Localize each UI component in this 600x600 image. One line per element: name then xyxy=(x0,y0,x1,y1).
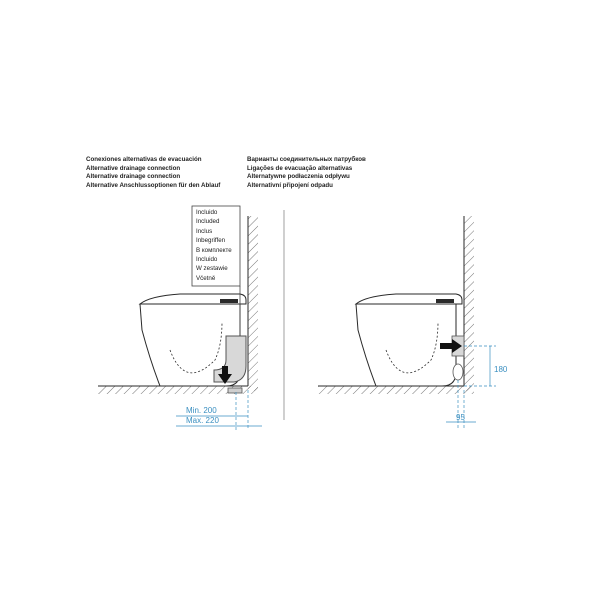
left-trap-line xyxy=(170,322,222,373)
caption-right-line: Варианты соединительных патрубков xyxy=(247,156,366,163)
included-label: Incluido xyxy=(196,255,218,263)
included-label: Inbegriffen xyxy=(196,237,226,245)
caption-right-line: Alternatywne podłaczenia odpływu xyxy=(247,173,350,181)
right-control-panel xyxy=(436,299,454,303)
included-label: Inclus xyxy=(196,227,213,235)
right-floor-hatch xyxy=(318,386,474,394)
included-label: Included xyxy=(196,218,220,226)
caption-right-line: Alternativní připojení odpadu xyxy=(247,181,333,189)
left-dim-max-label: Max. 220 xyxy=(186,416,219,425)
caption-left-line: Conexiones alternativas de evacuación xyxy=(86,156,202,163)
right-trap-line xyxy=(386,322,438,373)
left-wall-hatch xyxy=(248,216,258,391)
left-dim-min-label: Min. 200 xyxy=(186,406,217,415)
included-label: В комплекте xyxy=(196,246,232,254)
right-wall-hatch xyxy=(464,216,474,391)
caption-left-line: Alternative Anschlussoptionen für den Ablauf xyxy=(86,181,221,189)
right-dim-width-label: 95 xyxy=(456,413,465,422)
caption-left-line: Alternative drainage connection xyxy=(86,164,181,172)
right-dim-height-label: 180 xyxy=(494,365,508,374)
included-callout-text xyxy=(196,208,232,283)
included-label: W zestawie xyxy=(196,265,228,273)
right-drain-pipe xyxy=(453,364,463,380)
right-view xyxy=(318,216,508,428)
included-label: Incluido xyxy=(196,209,218,216)
included-label: Včetně xyxy=(196,274,216,282)
caption-right-line: Ligações de evacuação alternativas xyxy=(247,164,353,172)
left-view xyxy=(98,206,262,430)
caption-left-line: Alternative drainage connection xyxy=(86,173,181,181)
left-drain-outlet xyxy=(228,388,242,393)
left-control-panel xyxy=(220,299,238,303)
